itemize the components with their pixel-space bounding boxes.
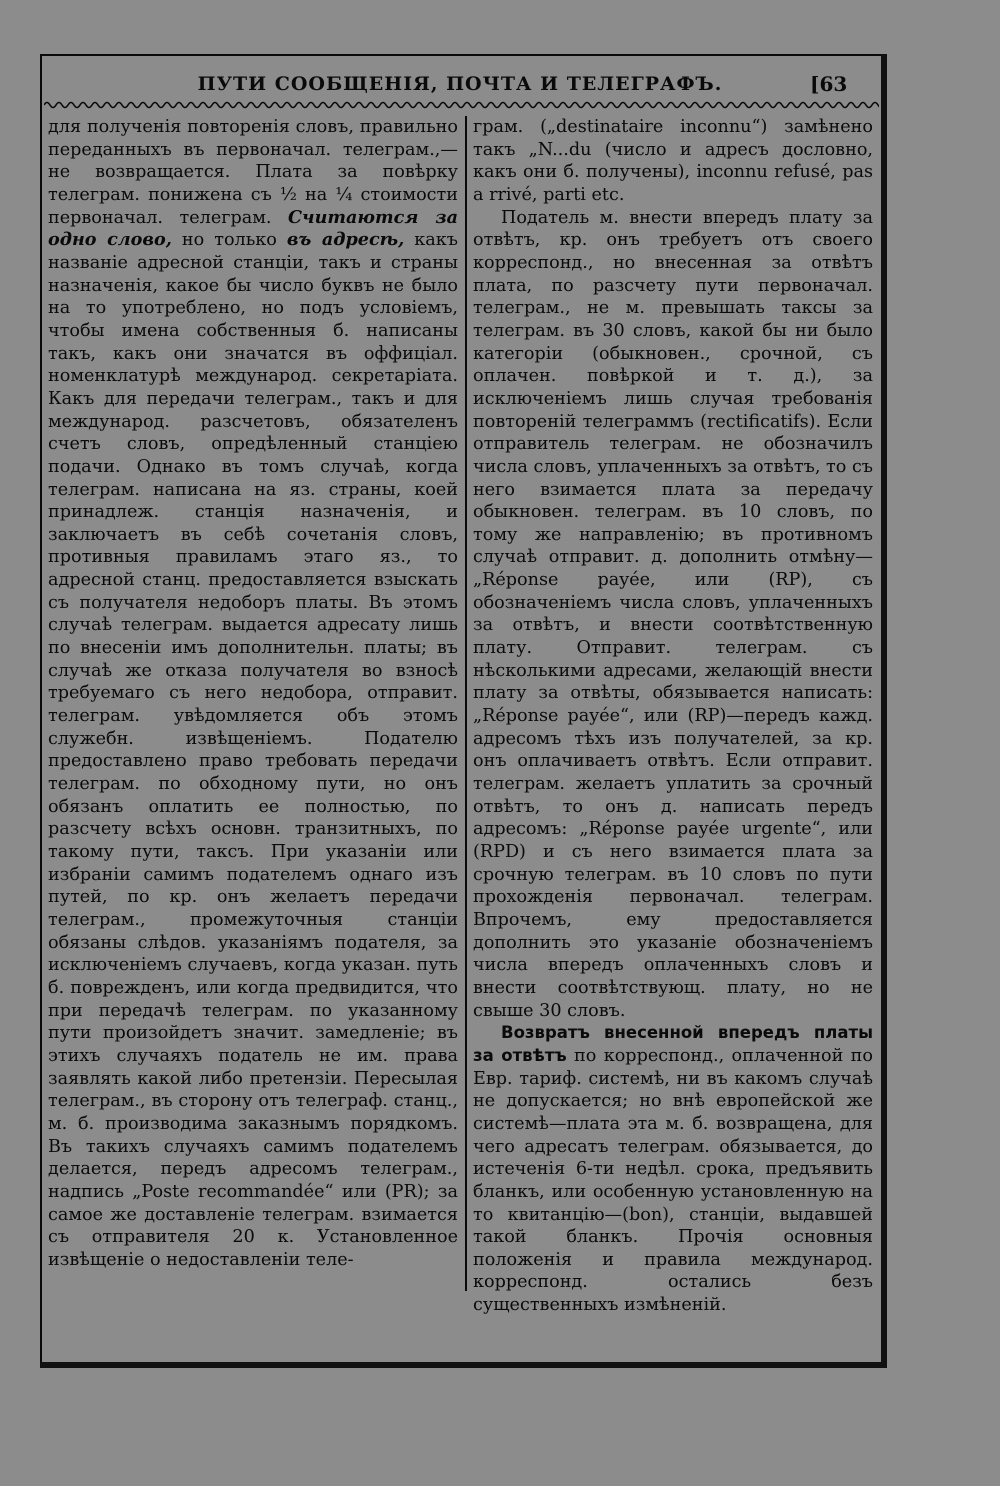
frame-shadow-right	[881, 54, 887, 1367]
column-divider	[465, 116, 467, 1291]
left-text-a: для полученія повторенія словъ, правильно переданныхъ въ первоначал. телеграм.,—не возвращается. Плата за повѣрку телеграм. понижена съ ½ на ¼ стоимости первоначал. телеграм.	[48, 117, 458, 228]
right-column	[473, 116, 873, 1317]
running-header-title: ПУТИ СООБЩЕНІЯ, ПОЧТА И ТЕЛЕГРАФЪ.	[197, 73, 723, 95]
right-paragraph-refund	[473, 1022, 873, 1317]
refund-heading: Возвратъ внесенной впередъ платы за отвѣтъ	[473, 1023, 873, 1065]
left-text-b: но только	[171, 230, 287, 251]
refund-text: по корреспонд., оплаченной по Евр. тариф. системѣ, ни въ какомъ случаѣ не допускается; но внѣ европейской же системѣ—плата эта м. б. возвращена, для чего адресатъ телеграм. обязывается, до истеченія 6-ти недѣл. срока, предъявить бланкъ, или особенную установленную на то квитанцію—(bon), станціи, выдавшей такой бланкъ. Прочія основныя положенія и правила международ. корреспонд. остались безъ существенныхъ измѣненій.	[473, 1045, 873, 1316]
left-text-c: какъ названіе адресной станціи, такъ и страны назначенія, какое бы число буквъ не было на то употреблено, но подъ условіемъ, чтобы имена собственныя б. написаны такъ, какъ они значатся въ оффиціал. номенклатурѣ международ. секретаріата. Какъ для передачи телеграм., такъ и для международ. разсчетовъ, обязателенъ счетъ словъ, опредѣленный станціею подачи. Однако въ томъ случаѣ, когда телеграм. написана на яз. страны, коей принадлеж. станція назначенія, и заключаетъ въ себѣ сочетанія словъ, противныя правиламъ этаго яз., то адресной станц. предоставляется взыскать съ получателя недоборъ платы. Въ этомъ случаѣ телеграм. выдается адресату лишь по внесеніи имъ дополнительн. платы; въ случаѣ же отказа получателя во взносѣ требуемаго съ него недобора, отправит. телеграм. увѣдомляется объ этомъ служебн. извѣщеніемъ. Подателю предоставлено право требовать передачи телеграм. по обходному пути, но онъ обязанъ оплатить ее полностью, по разсчету всѣхъ основн. транзитныхъ, по такому пути, таксъ. При указаніи или избраніи самимъ подателемъ однаго изъ путей, по кр. онъ желаетъ передачи телеграм., промежуточныя станціи обязаны слѣдов. указаніямъ подателя, за исключеніемъ случаевъ, когда указан. путь б. поврежденъ, или когда предвидится, что при передачѣ телеграм. по указанному пути произойдетъ значит. замедленіе; въ этихъ случаяхъ податель не им. права заявлять какой либо претензіи. Пересылая телеграм., въ сторону отъ телеграф. станц., м. б. производима заказнымъ порядкомъ. Въ такихъ случаяхъ самимъ подателемъ делается, передъ адресомъ телеграм., надпись „Poste recommandée“ или (PR); за самое же доставленіе телеграм. взимается съ отправителя 20 к. Установленное извѣщеніе о недоставленіи теле-	[48, 230, 458, 1270]
italic-phrase-one-word: Считаются за одно слово,	[48, 206, 459, 251]
wavy-rule	[44, 98, 879, 112]
left-column	[48, 116, 458, 1271]
page-number: [63	[810, 72, 848, 96]
italic-phrase-in-address: въ адресѣ,	[286, 229, 405, 251]
left-paragraph	[48, 116, 458, 1271]
right-paragraph-continuation: грам. („destinataire inconnu“) замѣнено такъ „N...du (число и адресъ дословно, какъ они б. получены), inconnu refusé, pas a rrivé, parti etc.	[473, 117, 873, 205]
frame-shadow-bottom	[40, 1362, 887, 1368]
right-paragraph-reply-payment: Податель м. внести впередъ плату за отвѣтъ, кр. онъ требуетъ отъ своего корреспонд., но внесенная за отвѣтъ плата, по разсчету пути первоначал. телеграм., не м. превышать таксы за телеграм. въ 30 словъ, какой бы ни было категоріи (обыкновен., срочной, съ оплачен. повѣркой и т. д.), за исключеніемъ лишь случая требованія повтореній телеграммъ (rectificatifs). Если отправитель телеграм. не обозначилъ числа словъ, уплаченныхъ за отвѣтъ, то съ него взимается плата за передачу обыкновен. телеграм. въ 10 словъ, по тому же направленію; въ противномъ случаѣ отправит. д. дополнить отмѣну—„Réponse payée, или (RP), съ обозначеніемъ числа словъ, уплаченныхъ за отвѣтъ, и внести соотвѣтственную плату. Отправит. телеграм. съ нѣсколькими адресами, желающій внести плату за отвѣты, обязывается написать: „Réponse payée“, или (RP)—передъ кажд. адресомъ тѣхъ изъ получателей, за кр. онъ оплачиваетъ отвѣтъ. Если отправит. телеграм. желаетъ уплатить за срочный отвѣтъ, то онъ д. написать передъ адресомъ: „Réponse payée urgente“, или (RPD) и съ него взимается плата за срочную телеграм. въ 10 словъ по пути прохожденія первоначал. телеграм. Впрочемъ, ему предоставляется дополнить это указаніе обозначеніемъ числа впередъ оплаченныхъ словъ и внести соотвѣтствующ. плату, но не свыше 30 словъ.	[473, 207, 873, 1021]
